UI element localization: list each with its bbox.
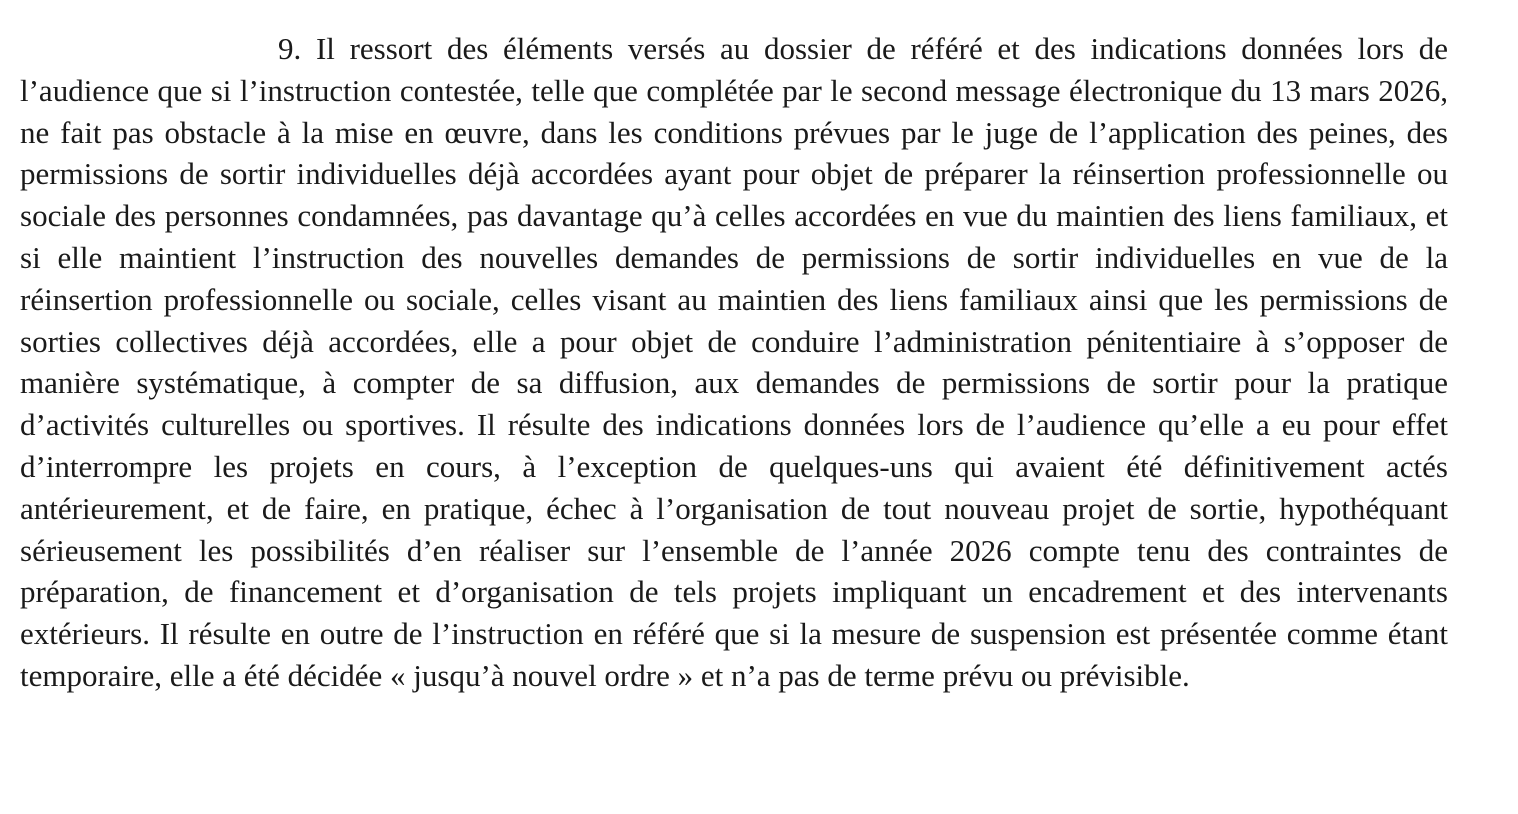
paragraph-9: 9. Il ressort des éléments versés au dossier de référé et des indications données lors de l’audience que si l’instruction contestée, telle que complétée par le second message électronique du 13 mars 2026, ne fait pas obstacle à la mise en œuvre, dans les conditions prévues par le juge de l’application des peines, des permissions de sortir individuelles déjà accordées ayant pour objet de préparer la réinsertion professionnelle ou sociale des personnes condamnées, pas davantage qu’à celles accordées en vue du maintien des liens familiaux, et si elle maintient l’instruction des nouvelles demandes de permissions de sortir individuelles en vue de la réinsertion professionnelle ou sociale, celles visant au maintien des liens familiaux ainsi que les permissions de sorties collectives déjà accordées, elle a pour objet de conduire l’administration pénitentiaire à s’opposer de manière systématique, à compter de sa diffusion, aux demandes de permissions de sortir pour la pratique d’activités culturelles ou sportives. Il résulte des indications données lors de l’audience qu’elle a eu pour effet d’interrompre les projets en cours, à l’exception de quelques-uns qui avaient été définitivement actés antérieurement, et de faire, en pratique, échec à l’organisation de tout nouveau projet de sortie, hypothéquant sérieusement les possibilités d’en réaliser sur l’ensemble de l’année 2026 compte tenu des contraintes de préparation, de financement et d’organisation de tels projets impliquant un encadrement et des intervenants extérieurs. Il résulte en outre de l’instruction en référé que si la mesure de suspension est présentée comme étant temporaire, elle a été décidée « jusqu’à nouvel ordre » et n’a pas de terme prévu ou prévisible.	[20, 31, 1448, 693]
